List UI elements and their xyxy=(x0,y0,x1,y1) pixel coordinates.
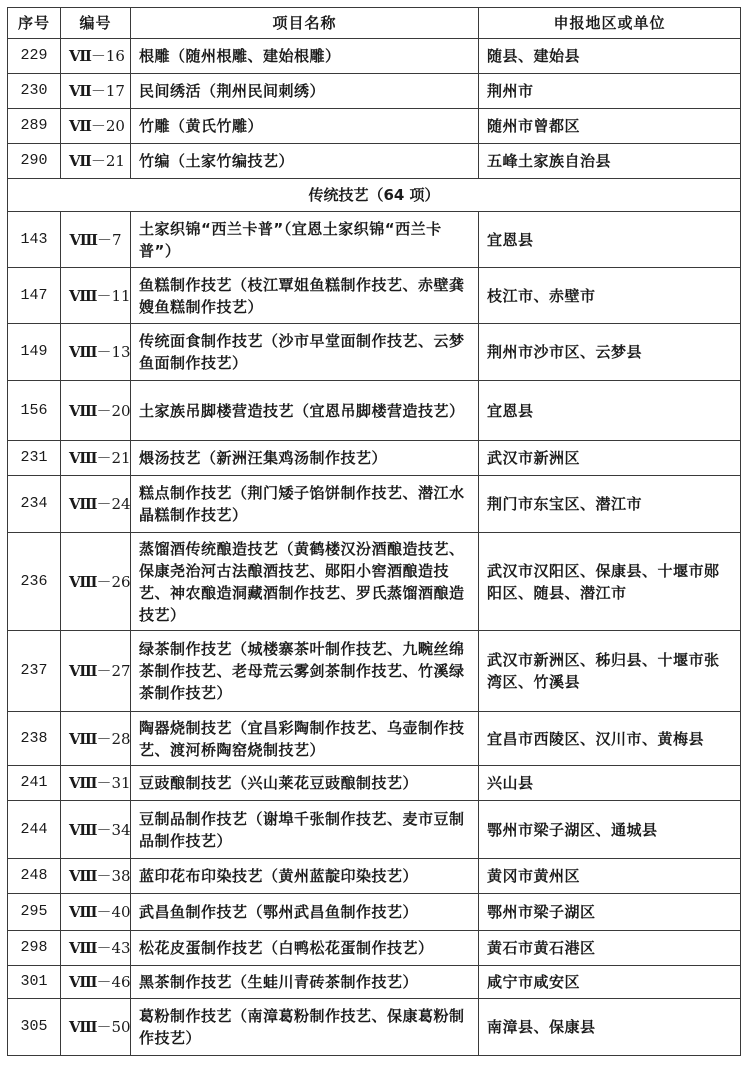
row-region: 武汉市汉阳区、保康县、十堰市郧阳区、随县、潜江市 xyxy=(479,533,741,631)
code-num: －31 xyxy=(96,774,131,792)
code-roman: Ⅷ xyxy=(69,939,97,957)
row-region: 荆门市东宝区、潜江市 xyxy=(479,476,741,533)
code-num: －40 xyxy=(96,903,131,921)
header-code: 编号 xyxy=(61,8,131,39)
row-code xyxy=(61,476,131,533)
code-num: －21 xyxy=(96,449,131,467)
heritage-list-table xyxy=(7,7,741,1056)
row-region: 宜昌市西陵区、汉川市、黄梅县 xyxy=(479,712,741,766)
row-code xyxy=(61,324,131,381)
table-row xyxy=(8,39,741,74)
code-num: －46 xyxy=(96,973,131,991)
code-num: －38 xyxy=(96,867,131,885)
row-name: 蓝印花布印染技艺（黄州蓝靛印染技艺） xyxy=(131,859,479,894)
table-row xyxy=(8,441,741,476)
row-seq: 305 xyxy=(8,999,61,1056)
row-seq: 156 xyxy=(8,381,61,441)
row-region: 黄冈市黄州区 xyxy=(479,859,741,894)
row-seq: 149 xyxy=(8,324,61,381)
code-num: －11 xyxy=(96,286,131,305)
row-code xyxy=(61,631,131,712)
code-num: －43 xyxy=(96,939,131,957)
row-code xyxy=(61,533,131,631)
row-seq: 289 xyxy=(8,109,61,144)
row-name: 松花皮蛋制作技艺（白鸭松花蛋制作技艺） xyxy=(131,931,479,966)
row-region: 武汉市新洲区 xyxy=(479,441,741,476)
row-region: 武汉市新洲区、秭归县、十堰市张湾区、竹溪县 xyxy=(479,631,741,712)
code-num: －28 xyxy=(96,729,131,748)
row-code xyxy=(61,109,131,144)
table-row xyxy=(8,74,741,109)
row-seq: 231 xyxy=(8,441,61,476)
code-roman: Ⅷ xyxy=(69,449,97,467)
code-roman: Ⅷ xyxy=(69,729,97,748)
table-row xyxy=(8,109,741,144)
header-seq: 序号 xyxy=(8,8,61,39)
row-region: 随县、建始县 xyxy=(479,39,741,74)
row-seq: 298 xyxy=(8,931,61,966)
code-roman: Ⅷ xyxy=(69,343,97,361)
row-name: 竹编（土家竹编技艺） xyxy=(131,144,479,179)
row-region: 宜恩县 xyxy=(479,212,741,268)
row-name: 根雕（随州根雕、建始根雕） xyxy=(131,39,479,74)
table-row xyxy=(8,381,741,441)
row-seq: 237 xyxy=(8,631,61,712)
row-name: 鱼糕制作技艺（枝江覃姐鱼糕制作技艺、赤壁龚嫂鱼糕制作技艺） xyxy=(131,268,479,324)
code-roman: Ⅶ xyxy=(69,117,91,135)
code-num: －7 xyxy=(96,230,122,249)
table-row xyxy=(8,931,741,966)
row-name: 豆制品制作技艺（谢埠千张制作技艺、麦市豆制品制作技艺） xyxy=(131,801,479,859)
row-code xyxy=(61,268,131,324)
code-num: －50 xyxy=(96,1018,131,1036)
row-region: 黄石市黄石港区 xyxy=(479,931,741,966)
row-name: 竹雕（黄氏竹雕） xyxy=(131,109,479,144)
row-seq: 230 xyxy=(8,74,61,109)
code-roman: Ⅷ xyxy=(69,495,97,513)
table-row xyxy=(8,966,741,999)
code-roman: Ⅷ xyxy=(69,820,97,839)
row-name: 武昌鱼制作技艺（鄂州武昌鱼制作技艺） xyxy=(131,894,479,931)
code-roman: Ⅶ xyxy=(69,152,91,170)
row-code xyxy=(61,381,131,441)
table-row xyxy=(8,324,741,381)
row-code xyxy=(61,212,131,268)
table-row xyxy=(8,999,741,1056)
row-code xyxy=(61,441,131,476)
section-title: 传统技艺（64 项） xyxy=(8,179,741,212)
code-roman: Ⅷ xyxy=(69,973,97,991)
code-roman: Ⅷ xyxy=(69,401,97,420)
row-seq: 248 xyxy=(8,859,61,894)
row-region: 五峰土家族自治县 xyxy=(479,144,741,179)
row-code xyxy=(61,766,131,801)
row-code xyxy=(61,966,131,999)
row-code xyxy=(61,712,131,766)
row-region: 荆州市 xyxy=(479,74,741,109)
row-seq: 236 xyxy=(8,533,61,631)
row-region: 荆州市沙市区、云梦县 xyxy=(479,324,741,381)
row-region: 鄂州市梁子湖区、通城县 xyxy=(479,801,741,859)
code-num: －26 xyxy=(96,572,131,591)
code-roman: Ⅷ xyxy=(69,1018,97,1036)
row-name: 土家织锦“西兰卡普”（宜恩土家织锦“西兰卡普”） xyxy=(131,212,479,268)
row-name: 土家族吊脚楼营造技艺（宜恩吊脚楼营造技艺） xyxy=(131,381,479,441)
row-region: 鄂州市梁子湖区 xyxy=(479,894,741,931)
code-num: －17 xyxy=(90,82,125,100)
row-name: 蒸馏酒传统酿造技艺（黄鹤楼汉汾酒酿造技艺、保康尧治河古法酿酒技艺、郧阳小窖酒酿造技艺、神农酿造洞藏酒制作技艺、罗氏蒸馏酒酿造技艺） xyxy=(131,533,479,631)
row-seq: 238 xyxy=(8,712,61,766)
header-row xyxy=(8,8,741,39)
row-seq: 241 xyxy=(8,766,61,801)
row-code xyxy=(61,74,131,109)
header-name: 项目名称 xyxy=(131,8,479,39)
row-seq: 147 xyxy=(8,268,61,324)
section-row xyxy=(8,179,741,212)
table-row xyxy=(8,144,741,179)
row-name: 绿茶制作技艺（城楼寨茶叶制作技艺、九畹丝绵茶制作技艺、老母荒云雾剑茶制作技艺、竹溪绿茶制作技艺） xyxy=(131,631,479,712)
table-row xyxy=(8,859,741,894)
row-region: 枝江市、赤壁市 xyxy=(479,268,741,324)
code-roman: Ⅷ xyxy=(69,903,97,921)
code-roman: Ⅷ xyxy=(69,286,97,305)
row-name: 民间绣活（荆州民间刺绣） xyxy=(131,74,479,109)
row-name: 煨汤技艺（新洲汪集鸡汤制作技艺） xyxy=(131,441,479,476)
table-row xyxy=(8,268,741,324)
code-roman: Ⅷ xyxy=(69,662,97,680)
row-seq: 295 xyxy=(8,894,61,931)
row-seq: 244 xyxy=(8,801,61,859)
code-roman: Ⅶ xyxy=(69,82,91,100)
row-name: 陶器烧制技艺（宜昌彩陶制作技艺、乌壶制作技艺、渡河桥陶窑烧制技艺） xyxy=(131,712,479,766)
row-seq: 229 xyxy=(8,39,61,74)
code-roman: Ⅷ xyxy=(69,230,97,249)
row-code xyxy=(61,894,131,931)
code-num: －27 xyxy=(96,662,131,680)
code-num: －20 xyxy=(96,401,131,420)
row-region: 兴山县 xyxy=(479,766,741,801)
code-roman: Ⅷ xyxy=(69,572,97,591)
row-code xyxy=(61,144,131,179)
row-seq: 234 xyxy=(8,476,61,533)
row-code xyxy=(61,859,131,894)
row-seq: 143 xyxy=(8,212,61,268)
row-code xyxy=(61,39,131,74)
row-region: 南漳县、保康县 xyxy=(479,999,741,1056)
row-seq: 301 xyxy=(8,966,61,999)
row-name: 传统面食制作技艺（沙市早堂面制作技艺、云梦鱼面制作技艺） xyxy=(131,324,479,381)
code-num: －20 xyxy=(90,117,125,135)
table-row xyxy=(8,533,741,631)
code-num: －34 xyxy=(96,820,131,839)
row-region: 咸宁市咸安区 xyxy=(479,966,741,999)
code-roman: Ⅶ xyxy=(69,47,91,65)
table-row xyxy=(8,212,741,268)
code-num: －21 xyxy=(90,152,125,170)
code-num: －24 xyxy=(96,495,131,513)
row-name: 糕点制作技艺（荆门矮子馅饼制作技艺、潜江水晶糕制作技艺） xyxy=(131,476,479,533)
table-row xyxy=(8,766,741,801)
row-code xyxy=(61,999,131,1056)
row-name: 豆豉酿制技艺（兴山莱花豆豉酿制技艺） xyxy=(131,766,479,801)
table-row xyxy=(8,712,741,766)
row-name: 葛粉制作技艺（南漳葛粉制作技艺、保康葛粉制作技艺） xyxy=(131,999,479,1056)
table-row xyxy=(8,894,741,931)
row-seq: 290 xyxy=(8,144,61,179)
header-region: 申报地区或单位 xyxy=(479,8,741,39)
table-row xyxy=(8,476,741,533)
row-region: 随州市曾都区 xyxy=(479,109,741,144)
row-name: 黑茶制作技艺（生蛙川青砖茶制作技艺） xyxy=(131,966,479,999)
table-row xyxy=(8,801,741,859)
code-num: －16 xyxy=(90,47,125,65)
code-num: －13 xyxy=(96,343,131,361)
code-roman: Ⅷ xyxy=(69,774,97,792)
code-roman: Ⅷ xyxy=(69,867,97,885)
row-code xyxy=(61,931,131,966)
row-code xyxy=(61,801,131,859)
table-row xyxy=(8,631,741,712)
row-region: 宜恩县 xyxy=(479,381,741,441)
